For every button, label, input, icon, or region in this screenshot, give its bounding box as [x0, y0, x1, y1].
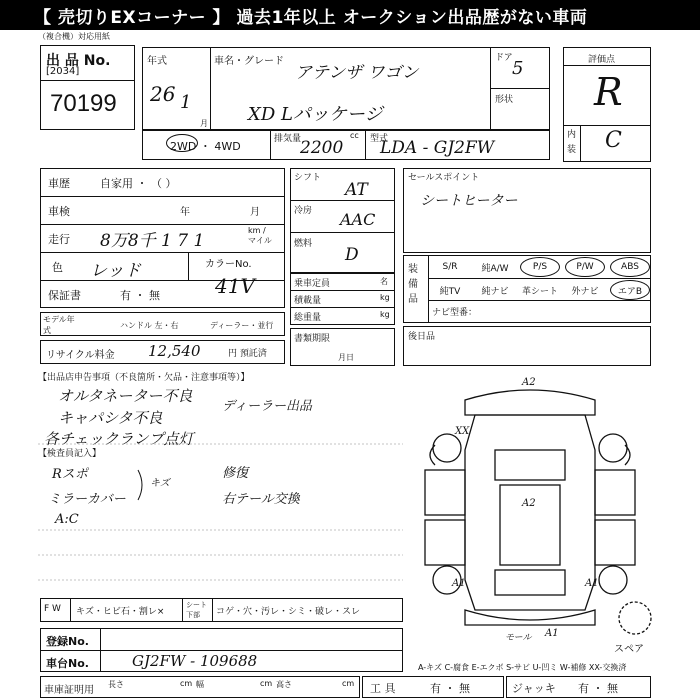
sales-point-label: セールスポイント: [408, 173, 480, 183]
score-value: R: [594, 70, 623, 114]
dealer-label: ディーラー・並行: [210, 321, 274, 330]
mark-front: A2: [522, 377, 536, 388]
spare-tire: [619, 602, 651, 634]
year-month-unit: 月: [200, 119, 208, 128]
certificate-length: 長さ: [108, 680, 124, 689]
equipment-item: S/R: [442, 262, 458, 272]
corner-note: （複合機）対応用紙: [38, 32, 110, 41]
color-label: 色: [52, 261, 63, 274]
doors-value: 5: [512, 58, 524, 79]
year-value: 26: [150, 82, 176, 106]
equipment-item: 純ナビ: [481, 286, 509, 297]
inspector-mid-1: 修復: [222, 466, 249, 481]
car-roof: [500, 485, 560, 565]
car-wheel-fl: [433, 434, 461, 462]
equipment-item: 外ナビ: [571, 286, 599, 297]
load-unit: kg: [380, 293, 390, 302]
drive-circle: [166, 134, 198, 152]
equipment-circle: [520, 257, 560, 277]
certificate-width-unit: cm: [260, 679, 273, 688]
jack-value: 有 ・ 無: [578, 682, 618, 695]
year-month-value: 1: [180, 92, 192, 113]
load-label: 積載量: [294, 296, 322, 306]
car-wheel-rr: [599, 566, 627, 594]
fuel-label: 燃料: [294, 239, 313, 249]
equipment-item: 純TV: [439, 286, 461, 297]
color-value: レッド: [90, 261, 141, 281]
car-body-outline: [465, 415, 595, 610]
shape-label: 形状: [495, 95, 514, 105]
mark-xx: XX: [455, 426, 470, 437]
notes-rule-lines: [38, 380, 403, 595]
weight-unit: kg: [380, 310, 390, 319]
displacement-label: 排気量: [274, 134, 302, 144]
model-label: 車名・グレード: [214, 56, 284, 67]
registration-label: 登録No.: [46, 635, 89, 648]
tools-label: 工 具: [370, 682, 396, 695]
mark-rear: A1: [545, 628, 559, 639]
drive-value: 2WD ・ 4WD: [170, 140, 241, 153]
certificate-height-unit: cm: [342, 679, 355, 688]
displacement-unit: cc: [350, 131, 359, 140]
equipment-item: エアB: [617, 286, 643, 297]
banner: 【 売切りEXコーナー 】 過去1年以上 オークション出品歴がない車両: [0, 0, 700, 30]
car-rear-window: [495, 570, 565, 595]
sales-point-value: シートヒーター: [420, 193, 518, 209]
lot-label: 出 品 No.: [46, 53, 111, 69]
displacement-value: 2200: [300, 138, 344, 158]
history-label: 車歴: [48, 177, 70, 190]
chassis-label: 車台No.: [46, 657, 89, 670]
after-date-label: 後日品: [408, 332, 436, 342]
equipment-item: 純A/W: [481, 263, 509, 274]
mileage-value: 8万8千 1 7 1: [100, 231, 205, 251]
weight-label: 総重量: [294, 313, 322, 323]
fw-items-2: コゲ・穴・汚レ・シミ・破レ・スレ: [216, 607, 361, 617]
spare-label: スペア: [614, 644, 644, 655]
tools-value: 有 ・ 無: [430, 682, 470, 695]
color-code-label: カラーNo.: [205, 259, 252, 270]
equipment-circle: [610, 280, 650, 300]
mileage-label: 走行: [48, 233, 70, 246]
fuel-value: D: [345, 245, 359, 265]
equipment-item: 革シート: [521, 286, 558, 297]
type-label: 型式: [370, 134, 389, 144]
doc-deadline-label: 書類期限: [294, 334, 331, 344]
car-left-front-door: [425, 470, 465, 515]
car-rear-bumper: [465, 610, 595, 625]
history-value: 自家用 ・ （ ）: [100, 177, 177, 190]
year-label: 年式: [147, 56, 167, 67]
warranty-label: 保証書: [48, 289, 81, 302]
doc-deadline-unit: 月日: [338, 353, 354, 362]
model-name: アテンザ ワゴン: [295, 63, 419, 83]
jack-label: ジャッキ: [512, 682, 556, 695]
legend: A-キズ C-腐食 E-エクボ S-サビ U-凹ミ W-補修 XX-交換済: [418, 663, 627, 672]
chassis-value: GJ2FW - 109688: [132, 652, 258, 670]
note-line-2: キャパシタ不良: [58, 409, 163, 427]
inspection-year-unit: 年: [180, 207, 190, 218]
inspection-label: 車検: [48, 205, 70, 218]
note-line-3: 各チェックランプ点灯: [44, 430, 194, 448]
handle-label: ハンドル 左・右: [120, 321, 179, 330]
recycle-unit: 円 預託済: [228, 349, 267, 359]
lot-number: 70199: [50, 90, 117, 117]
fw-label: F W: [44, 604, 61, 614]
car-wheel-fr: [599, 434, 627, 462]
inspector-header: 【検査員記入】: [38, 449, 102, 459]
inspector-brackets: キズ: [150, 478, 170, 489]
doors-label: ドア: [495, 53, 513, 63]
model-year-label: モデル年式: [43, 315, 75, 335]
certificate-height: 高さ: [276, 680, 292, 689]
inspection-month-unit: 月: [250, 207, 260, 218]
mark-mole: モール: [505, 633, 532, 643]
recycle-value: 12,540: [148, 342, 201, 360]
car-front-bumper: [465, 390, 595, 415]
car-right-rear-door: [595, 520, 635, 565]
notes-header: 【出品店申告事項（不良箇所・欠品・注意事項等）】: [38, 373, 250, 383]
inspector-mid-2: 右テール交換: [222, 492, 300, 507]
inspector-line-1: Rスポ: [52, 467, 88, 482]
car-diagram: [405, 380, 655, 650]
mileage-units: km / マイル: [248, 226, 272, 245]
capacity-label: 乗車定員: [294, 279, 331, 289]
shift-label: シフト: [294, 173, 322, 183]
car-left-rear-door: [425, 520, 465, 565]
mark-roof: A2: [522, 498, 536, 509]
recycle-label: リサイクル料金: [46, 350, 115, 361]
inspector-line-2: ミラーカバー: [48, 492, 126, 507]
ac-value: AAC: [340, 210, 376, 229]
shift-value: AT: [345, 180, 368, 200]
certificate-length-unit: cm: [180, 679, 193, 688]
after-date-box: [403, 326, 651, 366]
interior-value: C: [605, 128, 622, 153]
note-side: ディーラー出品: [222, 399, 312, 414]
color-code-value: 41V: [215, 274, 255, 298]
equipment-item: ABS: [621, 262, 639, 272]
ac-label: 冷房: [294, 206, 313, 216]
car-windshield: [495, 450, 565, 480]
fw-items: キズ・ヒビ石・割レ×: [76, 607, 165, 617]
lot-sub-number: [2034]: [46, 66, 80, 77]
certificate-width: 幅: [196, 680, 204, 689]
note-line-1: オルタネーター不良: [58, 387, 193, 405]
score-label: 評価点: [588, 55, 616, 65]
equipment-circle: [565, 257, 605, 277]
equipment-item: P/S: [532, 262, 548, 272]
mark-right-rear: A1: [585, 578, 599, 589]
interior-label: 内装: [567, 130, 577, 155]
equipment-item: P/W: [576, 262, 594, 272]
certificate-label: 車庫証明用: [44, 685, 94, 696]
warranty-value: 有 ・ 無: [120, 289, 160, 302]
inspector-line-3: A:C: [55, 512, 79, 527]
fw-sheet: シート 下部: [186, 601, 207, 619]
equipment-label: 装備品: [408, 264, 418, 305]
type-value: LDA - GJ2FW: [380, 138, 495, 158]
navi-model-label: ナビ型番：: [432, 308, 478, 318]
car-right-front-door: [595, 470, 635, 515]
equipment-circle: [610, 257, 650, 277]
mark-left-rear: A1: [452, 578, 466, 589]
model-grade: XD Lパッケージ: [248, 104, 383, 125]
capacity-unit: 名: [380, 277, 388, 286]
